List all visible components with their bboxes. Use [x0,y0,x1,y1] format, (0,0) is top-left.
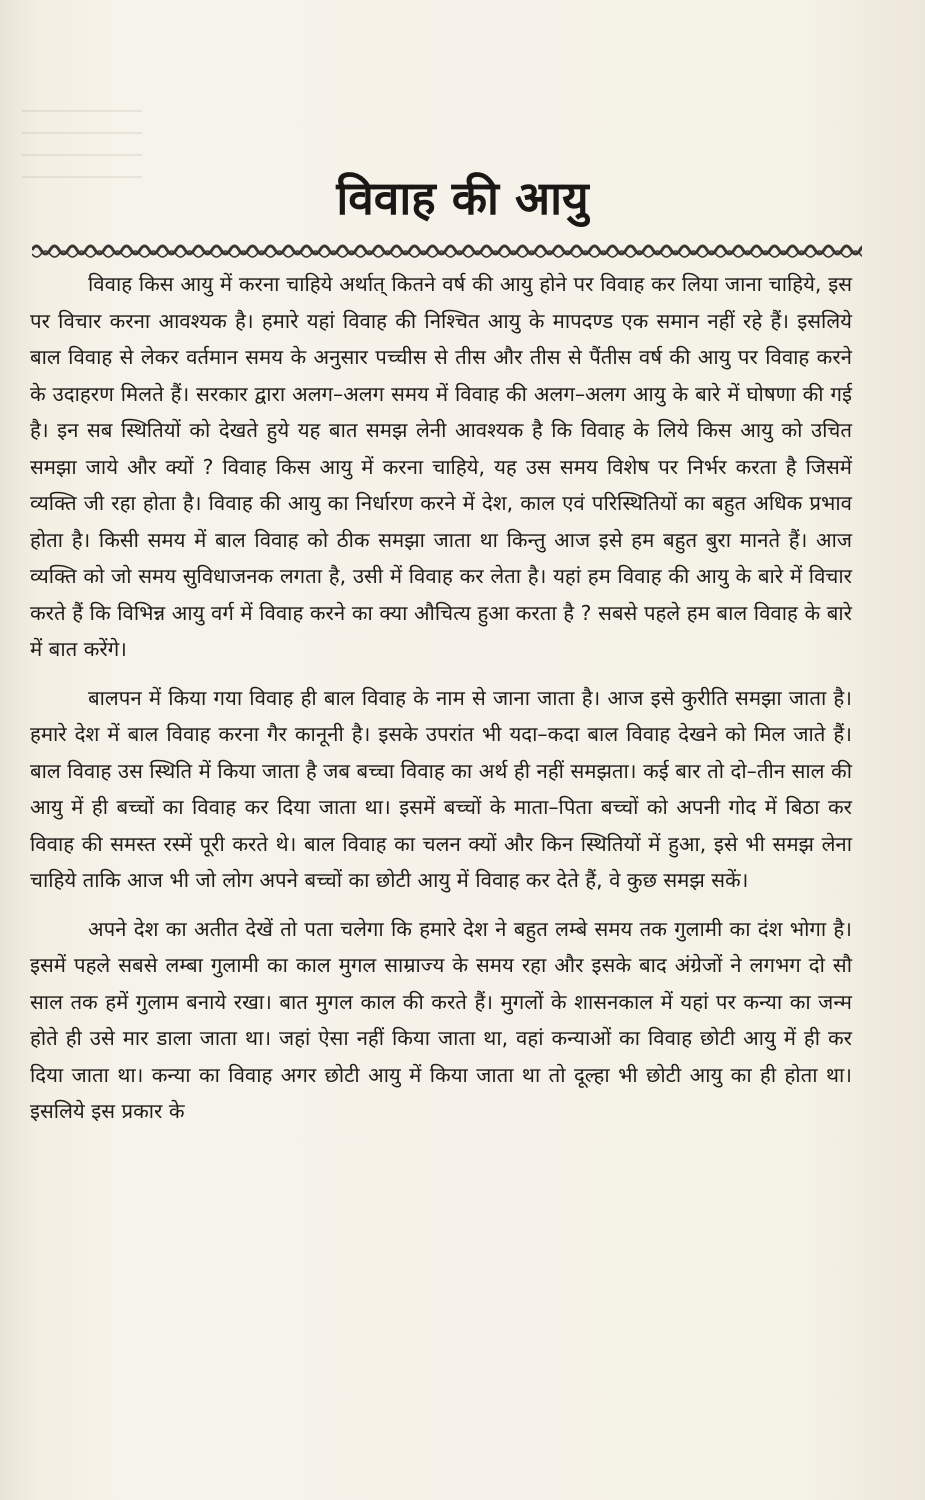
paragraph-1: विवाह किस आयु में करना चाहिये अर्थात् कितने वर्ष की आयु होने पर विवाह कर लिया जाना चाहिये, इस पर विचार करना आवश्यक है। हमारे यहां विवाह की निश्चित आयु के मापदण्ड एक समान नहीं रहे हैं। इसलिये बाल विवाह से लेकर वर्तमान समय के अनुसार पच्चीस से तीस और तीस से पैंतीस वर्ष की आयु पर विवाह करने के उदाहरण मिलते हैं। सरकार द्वारा अलग–अलग समय में विवाह की अलग–अलग आयु के बारे में घोषणा की गई है। इन सब स्थितियों को देखते हुये यह बात समझ लेनी आवश्यक है कि विवाह के लिये किस आयु को उचित समझा जाये और क्यों ? विवाह किस आयु में करना चाहिये, यह उस समय विशेष पर निर्भर करता है जिसमें व्यक्ति जी रहा होता है। विवाह की आयु का निर्धारण करने में देश, काल एवं परिस्थितियों का बहुत अधिक प्रभाव होता है। किसी समय में बाल विवाह को ठीक समझा जाता था किन्तु आज इसे हम बहुत बुरा मानते हैं। आज व्यक्ति को जो समय सुविधाजनक लगता है, उसी में विवाह कर लेता है। यहां हम विवाह की आयु के बारे में विचार करते हैं कि विभिन्न आयु वर्ग में विवाह करने का क्या औचित्य हुआ करता है ? सबसे पहले हम बाल विवाह के बारे में बात करेंगे। [30,272,852,661]
chapter-title: विवाह की आयु [336,171,589,225]
wavy-ornament-divider [32,236,862,264]
paragraph-3: अपने देश का अतीत देखें तो पता चलेगा कि हमारे देश ने बहुत लम्बे समय तक गुलामी का दंश भोगा है। इसमें पहले सबसे लम्बा गुलामी का काल मुगल साम्राज्य के समय रहा और इसके बाद अंग्रेजों ने लगभग दो सौ साल तक हमें गुलाम बनाये रखा। बात मुगल काल की करते हैं। मुगलों के शासनकाल में यहां पर कन्या का जन्म होते ही उसे मार डाला जाता था। जहां ऐसा नहीं किया जाता था, वहां कन्याओं का विवाह छोटी आयु में ही कर दिया जाता था। कन्या का विवाह अगर छोटी आयु में किया जाता था तो दूल्हा भी छोटी आयु का ही होता था। इसलिये इस प्रकार के [30,916,852,1123]
body-text [30,266,852,1142]
paragraph-2: बालपन में किया गया विवाह ही बाल विवाह के नाम से जाना जाता है। आज इसे कुरीति समझा जाता है। हमारे देश में बाल विवाह करना गैर कानूनी है। इसके उपरांत भी यदा–कदा बाल विवाह देखने को मिल जाते हैं। बाल विवाह उस स्थिति में किया जाता है जब बच्चा विवाह का अर्थ ही नहीं समझता। कई बार तो दो–तीन साल की आयु में ही बच्चों का विवाह कर दिया जाता था। इसमें बच्चों के माता–पिता बच्चों को अपनी गोद में बिठा कर विवाह की समस्त रस्में पूरी करते थे। बाल विवाह का चलन क्यों और किन स्थितियों में हुआ, इसे भी समझ लेना चाहिये ताकि आज भी जो लोग अपने बच्चों का छोटी आयु में विवाह कर देते हैं, वे कुछ समझ सकें। [30,685,852,892]
